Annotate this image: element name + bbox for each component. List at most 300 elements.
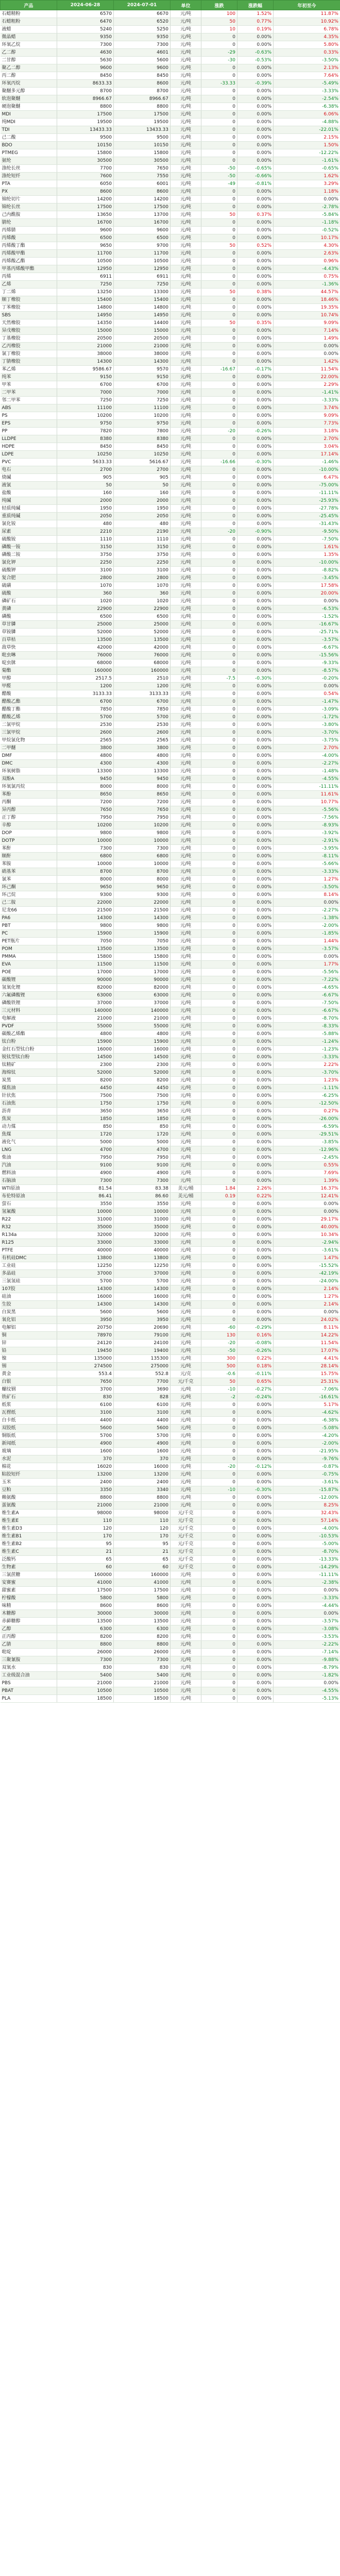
change-pct-cell: 0.00%: [237, 598, 274, 605]
prev-price-cell: 8800: [57, 103, 114, 111]
change-pct-cell: 0.00%: [237, 652, 274, 659]
prev-price-cell: 13500: [57, 945, 114, 953]
prev-price-cell: 9650: [57, 884, 114, 891]
change-cell: 0: [201, 605, 237, 613]
change-pct-cell: 0.00%: [237, 837, 274, 845]
curr-price-cell: 8800: [114, 1641, 171, 1649]
change-cell: 0: [201, 1687, 237, 1695]
table-row: [1, 675, 340, 683]
product-name-cell: 钛白粉: [1, 1038, 57, 1046]
product-name-cell: R32: [1, 1224, 57, 1231]
unit-cell: 元/吨: [171, 482, 201, 489]
unit-cell: 元/吨: [171, 95, 201, 103]
change-pct-cell: 0.00%: [237, 860, 274, 868]
table-row: [1, 219, 340, 227]
change-cell: 0: [201, 227, 237, 234]
product-name-cell: EVA: [1, 961, 57, 969]
ytd-change-cell: -0.52%: [274, 227, 340, 234]
curr-price-cell: 13800: [114, 1255, 171, 1262]
table-row: [1, 744, 340, 752]
curr-price-cell: 9800: [114, 922, 171, 930]
product-name-cell: 丙酮: [1, 799, 57, 806]
change-pct-cell: 0.00%: [237, 853, 274, 860]
ytd-change-cell: -5.88%: [274, 1030, 340, 1038]
curr-price-cell: 2300: [114, 1061, 171, 1069]
curr-price-cell: 7300: [114, 41, 171, 49]
product-name-cell: 乙丙橡胶: [1, 343, 57, 350]
change-pct-cell: 0.00%: [237, 961, 274, 969]
table-row: [1, 1502, 340, 1510]
table-header: [1, 1, 340, 10]
unit-cell: 元/千克: [171, 1517, 201, 1525]
table-row: [1, 157, 340, 165]
prev-price-cell: 13433.33: [57, 126, 114, 134]
change-pct-cell: 0.00%: [237, 312, 274, 319]
change-cell: -20: [201, 1463, 237, 1471]
prev-price-cell: 7300: [57, 1656, 114, 1664]
change-pct-cell: 0.00%: [237, 775, 274, 783]
change-cell: 0: [201, 134, 237, 142]
prev-price-cell: 20750: [57, 1324, 114, 1332]
prev-price-cell: 9650: [57, 242, 114, 250]
change-cell: 0: [201, 799, 237, 806]
table-row: [1, 644, 340, 652]
change-pct-cell: 0.00%: [237, 1664, 274, 1672]
curr-price-cell: 2700: [114, 466, 171, 474]
change-cell: 0: [201, 1015, 237, 1023]
change-pct-cell: 0.00%: [237, 551, 274, 559]
table-row: [1, 621, 340, 629]
unit-cell: 元/吨: [171, 142, 201, 149]
change-cell: 0: [201, 837, 237, 845]
change-cell: 0: [201, 1239, 237, 1247]
prev-price-cell: 135000: [57, 1355, 114, 1363]
table-row: [1, 466, 340, 474]
change-pct-cell: 0.00%: [237, 343, 274, 350]
curr-price-cell: 5600: [114, 57, 171, 64]
table-row: [1, 799, 340, 806]
change-cell: 0: [201, 204, 237, 211]
curr-price-cell: 5000: [114, 1139, 171, 1146]
prev-price-cell: 32000: [57, 1231, 114, 1239]
change-cell: 0: [201, 999, 237, 1007]
curr-price-cell: 9450: [114, 775, 171, 783]
unit-cell: 元/吨: [171, 675, 201, 683]
curr-price-cell: 830: [114, 1664, 171, 1672]
prev-price-cell: 160000: [57, 667, 114, 675]
ytd-change-cell: 44.57%: [274, 289, 340, 296]
change-cell: 0: [201, 574, 237, 582]
ytd-change-cell: -8.70%: [274, 1015, 340, 1023]
product-name-cell: 六氟磷酸锂: [1, 992, 57, 999]
ytd-change-cell: -7.50%: [274, 536, 340, 544]
prev-price-cell: 3150: [57, 544, 114, 551]
change-cell: 0: [201, 1285, 237, 1293]
prev-price-cell: 13500: [57, 636, 114, 644]
prev-price-cell: 1020: [57, 598, 114, 605]
change-pct-cell: 0.00%: [237, 443, 274, 451]
change-cell: -50: [201, 1347, 237, 1355]
unit-cell: 元/吨: [171, 404, 201, 412]
change-cell: -16.66: [201, 459, 237, 466]
prev-price-cell: 22900: [57, 605, 114, 613]
curr-price-cell: 79100: [114, 1332, 171, 1340]
unit-cell: 元/吨: [171, 1680, 201, 1687]
ytd-change-cell: 1.27%: [274, 876, 340, 884]
prev-price-cell: 9600: [57, 64, 114, 72]
change-pct-cell: 0.00%: [237, 791, 274, 799]
ytd-change-cell: -42.19%: [274, 1270, 340, 1278]
ytd-change-cell: 1.61%: [274, 544, 340, 551]
table-row: [1, 1170, 340, 1177]
product-name-cell: 维生素C: [1, 1548, 57, 1556]
unit-cell: 元/吨: [171, 1309, 201, 1316]
unit-cell: 元/吨: [171, 211, 201, 219]
prev-price-cell: 22000: [57, 899, 114, 907]
change-cell: 0: [201, 41, 237, 49]
unit-cell: 元/吨: [171, 1394, 201, 1401]
table-row: [1, 49, 340, 57]
curr-price-cell: 10500: [114, 1687, 171, 1695]
change-cell: 0: [201, 505, 237, 513]
change-pct-cell: 0.00%: [237, 1316, 274, 1324]
ytd-change-cell: -5.49%: [274, 80, 340, 88]
table-row: [1, 118, 340, 126]
prev-price-cell: 21000: [57, 1680, 114, 1687]
change-pct-cell: 0.00%: [237, 1154, 274, 1162]
product-name-cell: 丙烯酸乙酯: [1, 258, 57, 265]
curr-price-cell: 31000: [114, 1216, 171, 1224]
change-cell: 0: [201, 1131, 237, 1139]
change-cell: 0: [201, 1641, 237, 1649]
product-name-cell: 盐酸: [1, 489, 57, 497]
change-pct-cell: -0.81%: [237, 180, 274, 188]
prev-price-cell: 850: [57, 1123, 114, 1131]
unit-cell: 元/吨: [171, 806, 201, 814]
unit-cell: 元/吨: [171, 1695, 201, 1703]
table-row: [1, 250, 340, 258]
prev-price-cell: 3350: [57, 1486, 114, 1494]
unit-cell: 元/吨: [171, 1270, 201, 1278]
unit-cell: 元/吨: [171, 551, 201, 559]
prev-price-cell: 15800: [57, 953, 114, 961]
curr-price-cell: 8600: [114, 80, 171, 88]
table-row: [1, 26, 340, 33]
change-cell: 0: [201, 1455, 237, 1463]
change-pct-cell: 0.00%: [237, 451, 274, 459]
change-cell: 0: [201, 1293, 237, 1301]
prev-price-cell: 14200: [57, 196, 114, 204]
change-cell: -20: [201, 428, 237, 435]
table-row: [1, 1610, 340, 1618]
table-row: [1, 1486, 340, 1494]
ytd-change-cell: -6.38%: [274, 103, 340, 111]
ytd-change-cell: 2.22%: [274, 1061, 340, 1069]
prev-price-cell: 15400: [57, 296, 114, 304]
change-pct-cell: 0.00%: [237, 281, 274, 289]
table-row: [1, 180, 340, 188]
product-name-cell: PBAT: [1, 1687, 57, 1695]
ytd-change-cell: -11.11%: [274, 1571, 340, 1579]
prev-price-cell: 2210: [57, 528, 114, 536]
prev-price-cell: 90000: [57, 976, 114, 984]
ytd-change-cell: -16.67%: [274, 621, 340, 629]
prev-price-cell: 3550: [57, 1200, 114, 1208]
change-cell: -10: [201, 1486, 237, 1494]
prev-price-cell: 10200: [57, 412, 114, 420]
curr-price-cell: 15800: [114, 149, 171, 157]
change-pct-cell: 0.19%: [237, 26, 274, 33]
table-row: [1, 520, 340, 528]
product-name-cell: 涤纶短纤: [1, 173, 57, 180]
change-cell: 0: [201, 188, 237, 196]
prev-price-cell: 6800: [57, 853, 114, 860]
unit-cell: 元/吨: [171, 420, 201, 428]
product-name-cell: 氢氟酸: [1, 1208, 57, 1216]
curr-price-cell: 9600: [114, 227, 171, 234]
ytd-change-cell: 4.30%: [274, 242, 340, 250]
unit-cell: 元/吨: [171, 1131, 201, 1139]
ytd-change-cell: -3.92%: [274, 829, 340, 837]
prev-price-cell: 3133.33: [57, 690, 114, 698]
product-name-cell: 液蜡: [1, 26, 57, 33]
table-row: [1, 1695, 340, 1703]
table-row: [1, 1471, 340, 1479]
curr-price-cell: 32000: [114, 1231, 171, 1239]
prev-price-cell: 41000: [57, 1579, 114, 1587]
ytd-change-cell: -25.45%: [274, 513, 340, 520]
unit-cell: 元/吨: [171, 652, 201, 659]
change-pct-cell: -0.39%: [237, 80, 274, 88]
prev-price-cell: 6700: [57, 698, 114, 706]
table-row: [1, 1680, 340, 1687]
unit-cell: 元/吨: [171, 528, 201, 536]
change-pct-cell: 0.00%: [237, 714, 274, 721]
change-pct-cell: -0.30%: [237, 1486, 274, 1494]
change-cell: 0: [201, 1278, 237, 1285]
table-row: [1, 142, 340, 149]
product-name-cell: PTA: [1, 180, 57, 188]
unit-cell: 元/吨: [171, 234, 201, 242]
product-name-cell: 聚乙二醇: [1, 64, 57, 72]
change-cell: 50: [201, 18, 237, 26]
prev-price-cell: 4450: [57, 1084, 114, 1092]
product-name-cell: 液氯: [1, 482, 57, 489]
ytd-change-cell: -7.22%: [274, 976, 340, 984]
curr-price-cell: 3100: [114, 1409, 171, 1417]
ytd-change-cell: -5.08%: [274, 1425, 340, 1432]
change-cell: 0: [201, 513, 237, 520]
unit-cell: 元/千克: [171, 1510, 201, 1517]
ytd-change-cell: 17.58%: [274, 582, 340, 590]
unit-cell: 元/吨: [171, 582, 201, 590]
curr-price-cell: 3340: [114, 1486, 171, 1494]
unit-cell: 元/吨: [171, 799, 201, 806]
curr-price-cell: 17500: [114, 1587, 171, 1595]
unit-cell: 元/吨: [171, 536, 201, 544]
unit-cell: 元/吨: [171, 659, 201, 667]
curr-price-cell: 3800: [114, 744, 171, 752]
ytd-change-cell: -10.53%: [274, 1533, 340, 1540]
table-row: [1, 319, 340, 327]
table-row: [1, 312, 340, 319]
unit-cell: 元/吨: [171, 88, 201, 95]
table-row: [1, 1023, 340, 1030]
product-name-cell: 二甘醇: [1, 57, 57, 64]
change-pct-cell: 0.00%: [237, 922, 274, 930]
unit-cell: 元/吨: [171, 1084, 201, 1092]
prev-price-cell: 110: [57, 1517, 114, 1525]
product-name-cell: 苯胺: [1, 860, 57, 868]
prev-price-cell: 18500: [57, 1695, 114, 1703]
product-name-cell: 环己烷: [1, 891, 57, 899]
change-cell: 0: [201, 1084, 237, 1092]
change-pct-cell: 0.52%: [237, 242, 274, 250]
table-row: [1, 1193, 340, 1200]
unit-cell: 元/吨: [171, 204, 201, 211]
curr-price-cell: 7550: [114, 173, 171, 180]
unit-cell: 元/吨: [171, 914, 201, 922]
curr-price-cell: 7650: [114, 165, 171, 173]
curr-price-cell: 1200: [114, 683, 171, 690]
prev-price-cell: 1070: [57, 582, 114, 590]
table-row: [1, 374, 340, 381]
table-row: [1, 196, 340, 204]
change-pct-cell: 0.00%: [237, 667, 274, 675]
prev-price-cell: 68000: [57, 659, 114, 667]
product-name-cell: 螺纹钢: [1, 1386, 57, 1394]
product-name-cell: 蛋氨酸: [1, 1502, 57, 1510]
unit-cell: 元/吨: [171, 1170, 201, 1177]
ytd-change-cell: 0.75%: [274, 273, 340, 281]
change-cell: 0: [201, 296, 237, 304]
prev-price-cell: 8800: [57, 1494, 114, 1502]
ytd-change-cell: 4.35%: [274, 33, 340, 41]
product-name-cell: 微晶蜡: [1, 33, 57, 41]
change-cell: 0: [201, 435, 237, 443]
table-row: [1, 1378, 340, 1386]
prev-price-cell: 7950: [57, 814, 114, 822]
table-row: [1, 806, 340, 814]
change-pct-cell: 0.00%: [237, 1672, 274, 1680]
curr-price-cell: 3690: [114, 1386, 171, 1394]
ytd-change-cell: -2.45%: [274, 1154, 340, 1162]
change-cell: -30: [201, 57, 237, 64]
change-cell: 0: [201, 953, 237, 961]
curr-price-cell: 7500: [114, 1092, 171, 1100]
product-name-cell: 二氯甲烷: [1, 721, 57, 729]
product-name-cell: SBS: [1, 312, 57, 319]
ytd-change-cell: -5.66%: [274, 860, 340, 868]
change-cell: 0: [201, 343, 237, 350]
change-cell: 0: [201, 157, 237, 165]
ytd-change-cell: 0.00%: [274, 1587, 340, 1595]
change-cell: 50: [201, 242, 237, 250]
change-pct-cell: 0.00%: [237, 744, 274, 752]
product-name-cell: POM: [1, 945, 57, 953]
change-cell: 0: [201, 1247, 237, 1255]
change-cell: 0: [201, 783, 237, 791]
unit-cell: 元/吨: [171, 366, 201, 374]
ytd-change-cell: -13.33%: [274, 1556, 340, 1564]
curr-price-cell: 9700: [114, 242, 171, 250]
table-row: [1, 814, 340, 822]
change-pct-cell: 0.00%: [237, 1571, 274, 1579]
change-cell: 0: [201, 907, 237, 914]
ytd-change-cell: -2.91%: [274, 837, 340, 845]
table-row: [1, 984, 340, 992]
curr-price-cell: 1070: [114, 582, 171, 590]
ytd-change-cell: 10.92%: [274, 18, 340, 26]
prev-price-cell: 10200: [57, 822, 114, 829]
table-row: [1, 111, 340, 118]
ytd-change-cell: 7.73%: [274, 420, 340, 428]
curr-price-cell: 7200: [114, 799, 171, 806]
product-name-cell: 草铵膦: [1, 629, 57, 636]
prev-price-cell: 8200: [57, 1077, 114, 1084]
change-cell: 300: [201, 1355, 237, 1363]
table-row: [1, 1340, 340, 1347]
curr-price-cell: 21000: [114, 343, 171, 350]
ytd-change-cell: -6.67%: [274, 644, 340, 652]
table-row: [1, 567, 340, 574]
change-pct-cell: 0.00%: [237, 845, 274, 853]
prev-price-cell: 2000: [57, 497, 114, 505]
prev-price-cell: 2517.5: [57, 675, 114, 683]
table-row: [1, 1270, 340, 1278]
table-row: [1, 1517, 340, 1525]
unit-cell: 元/吨: [171, 1123, 201, 1131]
ytd-change-cell: -1.24%: [274, 1038, 340, 1046]
prev-price-cell: 10150: [57, 142, 114, 149]
table-row: [1, 1618, 340, 1625]
change-pct-cell: 0.00%: [237, 891, 274, 899]
product-name-cell: 动力煤: [1, 1123, 57, 1131]
change-cell: 0: [201, 536, 237, 544]
prev-price-cell: 7650: [57, 806, 114, 814]
change-pct-cell: 0.00%: [237, 103, 274, 111]
change-cell: 0: [201, 1440, 237, 1448]
table-row: [1, 1278, 340, 1285]
unit-cell: 元/吨: [171, 760, 201, 768]
change-pct-cell: 0.00%: [237, 204, 274, 211]
product-name-cell: 107胶: [1, 1285, 57, 1293]
change-pct-cell: 0.00%: [237, 1479, 274, 1486]
change-cell: 0: [201, 721, 237, 729]
change-pct-cell: 0.00%: [237, 806, 274, 814]
ytd-change-cell: 11.87%: [274, 10, 340, 18]
product-name-cell: 甲醇: [1, 675, 57, 683]
ytd-change-cell: -4.44%: [274, 1602, 340, 1610]
change-cell: 0: [201, 551, 237, 559]
table-row: [1, 1401, 340, 1409]
change-pct-cell: 0.00%: [237, 389, 274, 397]
curr-price-cell: 1720: [114, 1131, 171, 1139]
change-cell: 0: [201, 258, 237, 265]
table-row: [1, 1139, 340, 1146]
table-row: [1, 760, 340, 768]
change-pct-cell: 0.00%: [237, 111, 274, 118]
ytd-change-cell: -12.00%: [274, 1494, 340, 1502]
ytd-change-cell: 6.47%: [274, 474, 340, 482]
table-row: [1, 289, 340, 296]
prev-price-cell: 7500: [57, 1092, 114, 1100]
unit-cell: 元/吨: [171, 134, 201, 142]
prev-price-cell: 35000: [57, 1224, 114, 1231]
table-row: [1, 173, 340, 180]
product-name-cell: 粘胶短纤: [1, 1471, 57, 1479]
table-row: [1, 404, 340, 412]
